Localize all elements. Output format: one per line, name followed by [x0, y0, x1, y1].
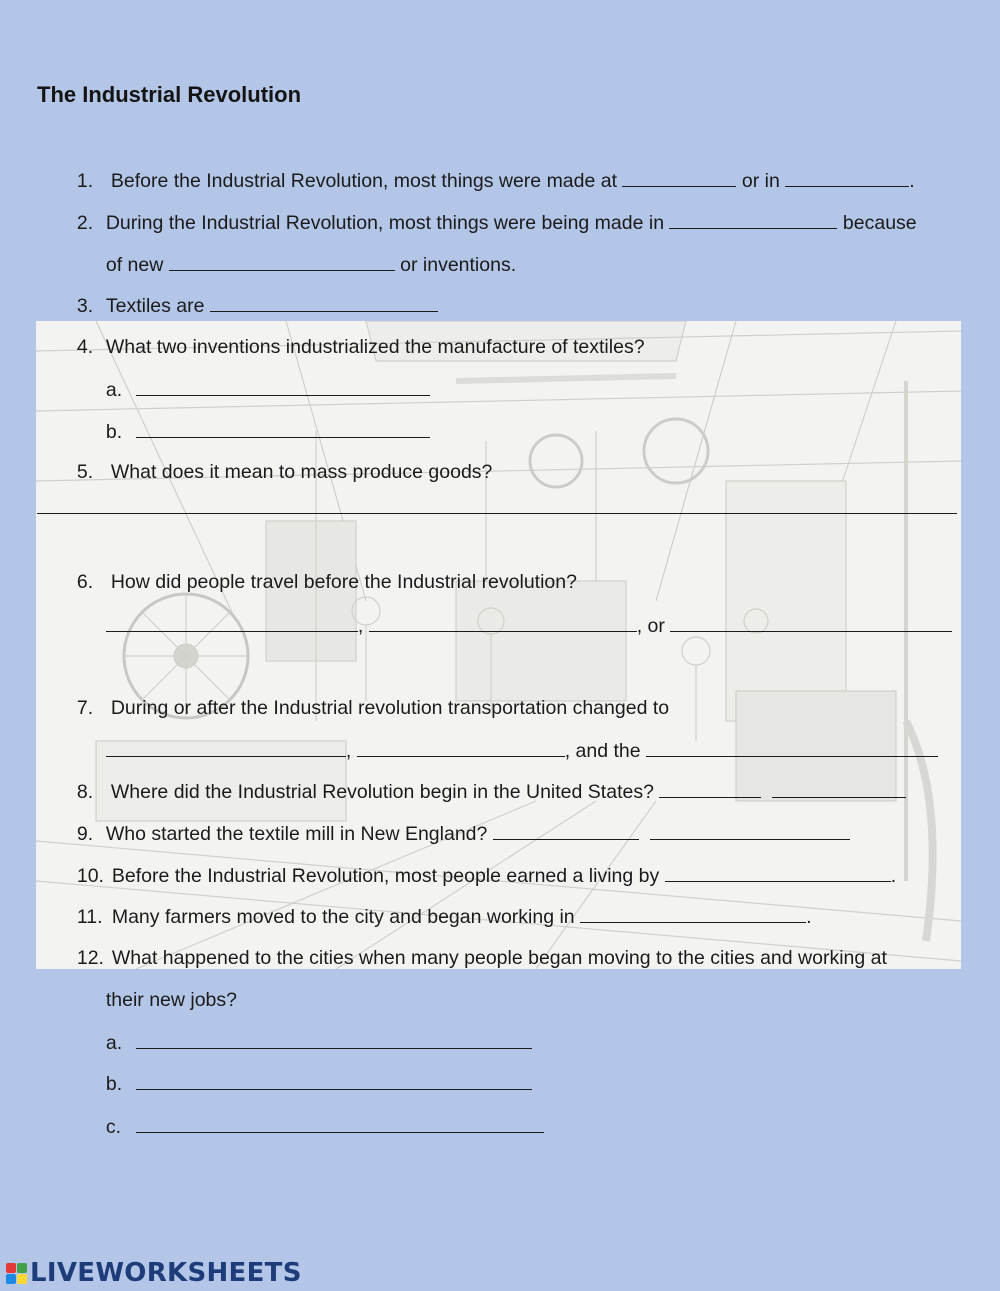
answer-blank[interactable] — [659, 779, 761, 798]
separator: , — [345, 740, 352, 762]
option-letter: b. — [105, 421, 123, 443]
question-number: 5. — [76, 461, 94, 483]
option-letter: a. — [105, 379, 123, 401]
question-text: What does it mean to mass produce goods? — [110, 461, 493, 483]
logo-mark-icon — [6, 1263, 27, 1284]
question-text: What two inventions industrialized the manufacture of textiles? — [105, 336, 645, 358]
end-punct: . — [890, 865, 897, 887]
question-number: 8. — [76, 781, 94, 803]
answer-line[interactable] — [37, 513, 957, 514]
question-5 — [66, 436, 492, 484]
connector-text: or in — [741, 170, 780, 192]
question-text: their new jobs? — [105, 989, 238, 1011]
liveworksheets-logo[interactable] — [6, 1258, 302, 1288]
question-text: Before the Industrial Revolution, most things were made at — [110, 170, 618, 192]
answer-blank[interactable] — [369, 613, 637, 632]
question-text: How did people travel before the Industrial revolution? — [110, 571, 577, 593]
answer-blank[interactable] — [136, 1071, 532, 1090]
question-number: 1. — [76, 170, 94, 192]
question-12 — [66, 922, 887, 970]
question-text: Many farmers moved to the city and began working in — [111, 906, 575, 928]
question-12-line2 — [95, 964, 237, 1012]
question-12c — [95, 1090, 544, 1139]
answer-blank[interactable] — [210, 293, 438, 312]
question-text: or inventions. — [400, 254, 517, 276]
answer-blank[interactable] — [136, 1114, 544, 1133]
question-number: 12. — [76, 947, 104, 969]
question-6-answers — [95, 589, 952, 638]
answer-blank[interactable] — [493, 821, 639, 840]
question-text: Where did the Industrial Revolution begin in the United States? — [110, 781, 654, 803]
question-number: 7. — [76, 697, 94, 719]
answer-blank[interactable] — [106, 613, 358, 632]
question-number: 3. — [76, 295, 94, 317]
question-number: 10. — [76, 865, 104, 887]
question-4 — [66, 311, 645, 359]
question-text: What happened to the cities when many people began moving to the cities and working at — [111, 947, 887, 969]
question-text: Textiles are — [105, 295, 205, 317]
option-letter: a. — [105, 1032, 123, 1054]
option-letter: b. — [105, 1073, 123, 1095]
connector-text: because — [842, 212, 917, 234]
answer-blank[interactable] — [670, 613, 952, 632]
answer-blank[interactable] — [669, 210, 837, 229]
answer-blank[interactable] — [136, 377, 430, 396]
option-letter: c. — [105, 1116, 122, 1138]
question-text: During the Industrial Revolution, most things were being made in — [105, 212, 665, 234]
answer-blank[interactable] — [785, 168, 909, 187]
answer-blank[interactable] — [580, 904, 806, 923]
end-punct: . — [806, 906, 812, 928]
question-text: Who started the textile mill in New England? — [105, 823, 488, 845]
question-number: 2. — [76, 212, 94, 234]
separator: , — [357, 615, 364, 637]
question-number: 4. — [76, 336, 94, 358]
answer-blank[interactable] — [622, 168, 736, 187]
separator: , and the — [564, 740, 641, 762]
worksheet-title: The Industrial Revolution — [37, 82, 302, 107]
question-6 — [66, 546, 577, 594]
question-number: 11. — [76, 906, 103, 928]
question-text: of new — [105, 254, 164, 276]
answer-blank[interactable] — [650, 821, 850, 840]
question-text: During or after the Industrial revolution transportation changed to — [110, 697, 670, 719]
question-7 — [66, 672, 669, 720]
separator: , or — [636, 615, 665, 637]
question-12b — [95, 1047, 532, 1096]
question-number: 6. — [76, 571, 94, 593]
answer-blank[interactable] — [772, 779, 906, 798]
question-number: 9. — [76, 823, 94, 845]
end-punct: . — [909, 170, 915, 192]
logo-text: LIVEWORKSHEETS — [30, 1258, 302, 1288]
question-text: Before the Industrial Revolution, most people earned a living by — [111, 865, 660, 887]
